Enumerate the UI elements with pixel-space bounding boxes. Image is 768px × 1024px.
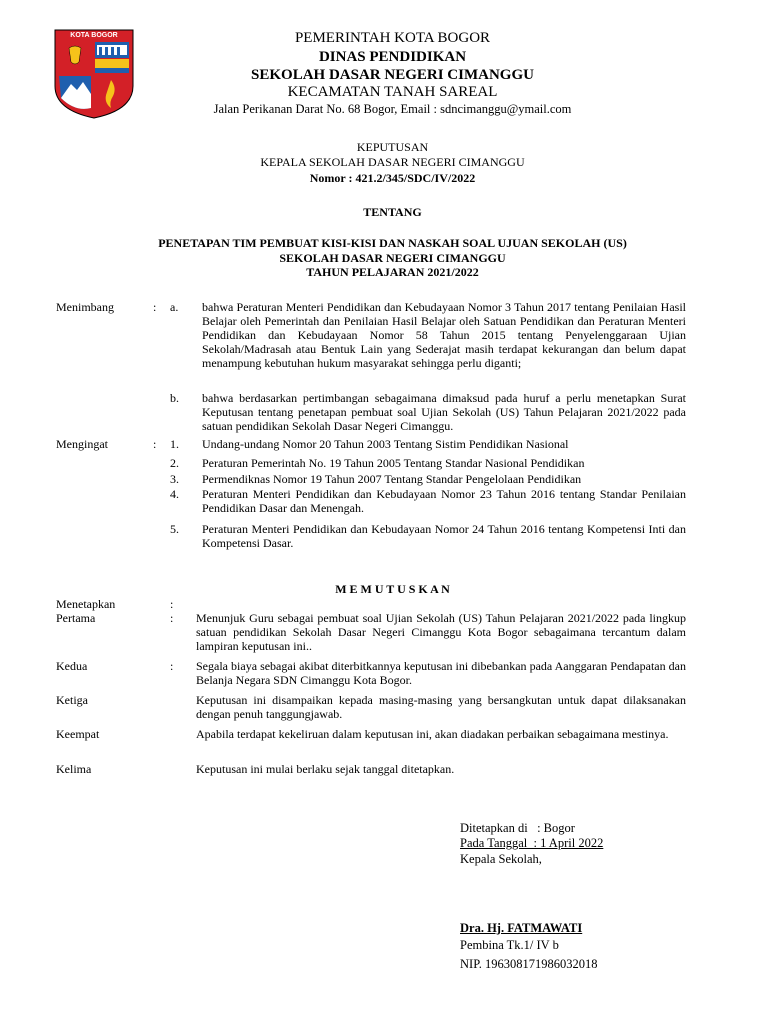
mengingat-item-number: 3. <box>170 472 179 486</box>
menetapkan-item-label: Pertama <box>56 611 96 625</box>
menetapkan-colon: : <box>170 597 174 611</box>
menimbang-b-marker: b. <box>170 391 179 405</box>
menimbang-colon: : <box>153 300 157 314</box>
header-district: KECAMATAN TANAH SAREAL <box>287 84 498 100</box>
header-school: SEKOLAH DASAR NEGERI CIMANGGU <box>251 67 534 83</box>
mengingat-item-number: 2. <box>170 456 179 470</box>
mengingat-label: Mengingat <box>56 437 108 451</box>
mengingat-item-number: 4. <box>170 487 179 501</box>
decree-tentang: TENTANG <box>363 205 422 219</box>
decree-subject-line1: PENETAPAN TIM PEMBUAT KISI-KISI DAN NASKAH SOAL UJUAN SEKOLAH (US) <box>158 236 627 250</box>
header-address: Jalan Perikanan Darat No. 68 Bogor, Email : sdncimanggu@ymail.com <box>213 102 572 116</box>
menimbang-label: Menimbang <box>56 300 114 314</box>
header-agency: DINAS PENDIDIKAN <box>318 49 467 65</box>
city-logo <box>53 28 135 120</box>
menetapkan-label: Menetapkan <box>56 597 116 611</box>
menimbang-b-text: bahwa berdasarkan pertimbangan sebagaimana dimaksud pada huruf a perlu menetapkan Surat Keputusan tentang penetapan pembuat soal Ujian Sekolah (US) Tahun Pelajaran 2021/2022 pada satuan pendidikan Sekolah Dasar Negeri Cimanggu. <box>202 391 686 433</box>
mengingat-item-text: Peraturan Menteri Pendidikan dan Kebudayaan Nomor 24 Tahun 2016 tentang Kompetensi Inti dan Kompetensi Dasar. <box>202 522 686 550</box>
header-government: PEMERINTAH KOTA BOGOR <box>294 30 491 46</box>
decree-number: Nomor : 421.2/345/SDC/IV/2022 <box>309 171 476 185</box>
menetapkan-item-text: Keputusan ini disampaikan kepada masing-masing yang bersangkutan untuk dapat dilaksanakan dengan penuh tanggungjawab. <box>196 693 686 721</box>
menetapkan-item-label: Keempat <box>56 727 100 741</box>
menetapkan-item-label: Kelima <box>56 762 92 776</box>
menetapkan-item-label: Kedua <box>56 659 88 673</box>
mengingat-item-number: 1. <box>170 437 179 451</box>
decree-subject-line3: TAHUN PELAJARAN 2021/2022 <box>306 265 479 279</box>
signature-date: Pada Tanggal : 1 April 2022 <box>460 836 604 850</box>
menetapkan-item-text: Keputusan ini mulai berlaku sejak tanggal ditetapkan. <box>196 762 455 776</box>
decree-subject-line2: SEKOLAH DASAR NEGERI CIMANGGU <box>279 251 506 265</box>
memutuskan-heading: M E M U T U S K A N <box>335 582 450 596</box>
logo-text: KOTA BOGOR <box>70 32 118 39</box>
menimbang-a-marker: a. <box>170 300 179 314</box>
mengingat-item-text: Peraturan Menteri Pendidikan dan Kebudayaan Nomor 23 Tahun 2016 tentang Standar Penilaian Pendidikan Dasar dan Menengah. <box>202 487 686 515</box>
signatory-nip: NIP. 196308171986032018 <box>460 957 598 971</box>
menetapkan-item-text: Apabila terdapat kekeliruan dalam keputusan ini, akan diadakan perbaikan sebagaimana mestinya. <box>196 727 669 741</box>
signature-place: Ditetapkan di : Bogor <box>460 821 575 835</box>
decree-title: KEPUTUSAN <box>356 140 429 154</box>
mengingat-colon: : <box>153 437 157 451</box>
menetapkan-item-label: Ketiga <box>56 693 88 707</box>
decree-subtitle: KEPALA SEKOLAH DASAR NEGERI CIMANGGU <box>260 155 525 169</box>
signatory-name: Dra. Hj. FATMAWATI <box>460 921 583 935</box>
signature-position: Kepala Sekolah, <box>460 852 542 866</box>
mengingat-item-text: Peraturan Pemerintah No. 19 Tahun 2005 Tentang Standar Nasional Pendidikan <box>202 456 585 470</box>
menetapkan-item-text: Menunjuk Guru sebagai pembuat soal Ujian Sekolah (US) Tahun Pelajaran 2021/2022 pada lingkup satuan pendidikan Sekolah Dasar Negeri Cimanggu Kota Bogor sebagaimana tercantum dalam lampiran keputusan ini.. <box>196 611 686 653</box>
menetapkan-item-text: Segala biaya sebagai akibat diterbitkannya keputusan ini dibebankan pada Aanggaran Pendapatan dan Belanja Negara SDN Cimanggu Kota Bogor. <box>196 659 686 687</box>
mengingat-item-text: Undang-undang Nomor 20 Tahun 2003 Tentang Sistim Pendidikan Nasional <box>202 437 569 451</box>
mengingat-item-number: 5. <box>170 522 179 536</box>
menetapkan-item-colon: : <box>170 611 174 625</box>
menimbang-a-text: bahwa Peraturan Menteri Pendidikan dan Kebudayaan Nomor 3 Tahun 2017 tentang Penilaian Hasil Belajar oleh Pemerintah dan Penilaian Hasil Belajar oleh Satuan Pendidikan dan Peraturan Menteri Pendidikan dan Kebudayaan Nomor 58 Tahun 2015 tentang Penyelenggaraan Ujian Sekolah/Madrasah atau Bentuk Lain yang Sederajat masih terdapat kekurangan dan belum dapat menampung kebutuhan hukum masyarakat sehingga perlu diganti; <box>202 300 686 370</box>
signatory-rank: Pembina Tk.1/ IV b <box>460 938 559 952</box>
mengingat-item-text: Permendiknas Nomor 19 Tahun 2007 Tentang Standar Pengelolaan Pendidikan <box>202 472 582 486</box>
menetapkan-item-colon: : <box>170 659 174 673</box>
